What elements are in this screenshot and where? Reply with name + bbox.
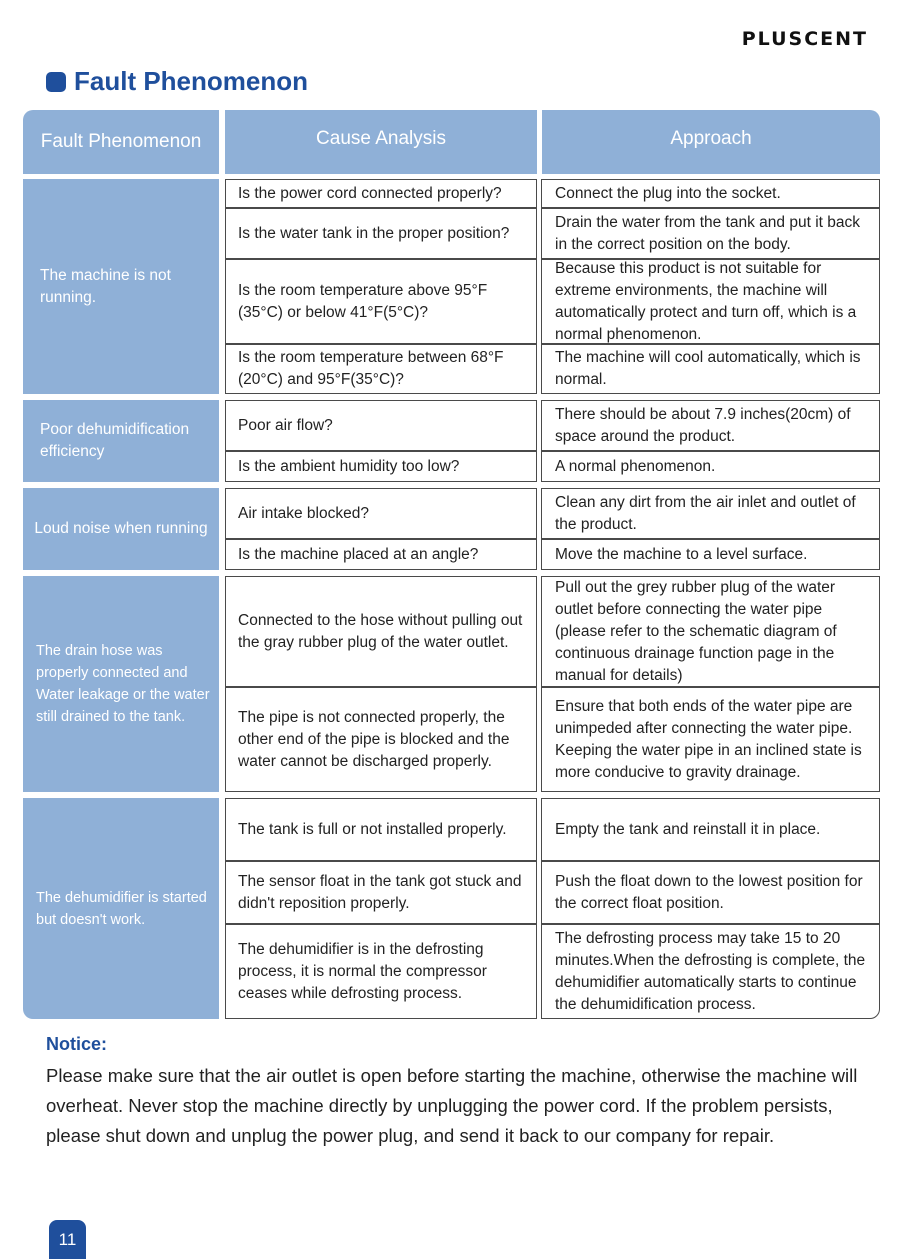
header-cause-analysis: Cause Analysis — [225, 110, 537, 174]
cause-cell: Is the ambient humidity too low? — [225, 451, 537, 482]
header-approach: Approach — [542, 110, 880, 174]
approach-cell: The defrosting process may take 15 to 20 minutes.When the defrosting is complete, the dehumidifier automatically starts to continue the dehumidification process. — [541, 924, 880, 1019]
phenomenon-loud-noise: Loud noise when running — [23, 488, 219, 570]
cause-cell: Is the room temperature above 95°F (35°C) or below 41°F(5°C)? — [225, 259, 537, 344]
approach-cell: A normal phenomenon. — [541, 451, 880, 482]
approach-cell: Because this product is not suitable for extreme environments, the machine will automatically protect and turn off, which is a normal phenomenon. — [541, 259, 880, 344]
bullet-icon — [46, 72, 66, 92]
cause-cell: The sensor float in the tank got stuck and didn't reposition properly. — [225, 861, 537, 924]
notice-title: Notice: — [46, 1034, 108, 1054]
brand-logo: PLUSCENT — [741, 28, 868, 50]
header-fault-phenomenon: Fault Phenomenon — [23, 110, 219, 174]
approach-cell: Drain the water from the tank and put it back in the correct position on the body. — [541, 208, 880, 259]
phenomenon-not-working: The dehumidifier is started but doesn't work. — [23, 798, 219, 1019]
approach-cell: Empty the tank and reinstall it in place. — [541, 798, 880, 861]
approach-cell: Pull out the grey rubber plug of the water outlet before connecting the water pipe (please refer to the schematic diagram of continuous drainage function page in the manual for details) — [541, 576, 880, 687]
phenomenon-not-running: The machine is not running. — [23, 179, 219, 394]
approach-cell: Move the machine to a level surface. — [541, 539, 880, 570]
cause-cell: Is the water tank in the proper position? — [225, 208, 537, 259]
approach-cell: Push the float down to the lowest position for the correct float position. — [541, 861, 880, 924]
phenomenon-water-leakage: The drain hose was properly connected and Water leakage or the water still drained to the tank. — [23, 576, 219, 792]
cause-cell: The pipe is not connected properly, the other end of the pipe is blocked and the water cannot be discharged properly. — [225, 687, 537, 792]
cause-cell: Is the room temperature between 68°F (20°C) and 95°F(35°C)? — [225, 344, 537, 394]
cause-cell: Poor air flow? — [225, 400, 537, 451]
cause-cell: Connected to the hose without pulling out the gray rubber plug of the water outlet. — [225, 576, 537, 687]
cause-cell: The tank is full or not installed properly. — [225, 798, 537, 861]
approach-cell: Ensure that both ends of the water pipe are unimpeded after connecting the water pipe. Keeping the water pipe in an inclined state is more conducive to gravity drainage. — [541, 687, 880, 792]
cause-cell: The dehumidifier is in the defrosting process, it is normal the compressor ceases while defrosting process. — [225, 924, 537, 1019]
cause-cell: Is the machine placed at an angle? — [225, 539, 537, 570]
approach-cell: Clean any dirt from the air inlet and outlet of the product. — [541, 488, 880, 539]
section-title: Fault Phenomenon — [74, 66, 308, 96]
cause-cell: Air intake blocked? — [225, 488, 537, 539]
page-number: 11 — [49, 1220, 86, 1259]
phenomenon-poor-efficiency: Poor dehumidification efficiency — [23, 400, 219, 482]
approach-cell: Connect the plug into the socket. — [541, 179, 880, 208]
cause-cell: Is the power cord connected properly? — [225, 179, 537, 208]
approach-cell: There should be about 7.9 inches(20cm) of space around the product. — [541, 400, 880, 451]
approach-cell: The machine will cool automatically, which is normal. — [541, 344, 880, 394]
section-heading — [46, 66, 308, 97]
notice-text: Please make sure that the air outlet is open before starting the machine, otherwise the machine will overheat. Never stop the machine directly by unplugging the power cord. If the problem persists, please shut down and unplug the power plug, and send it back to our company for repair. — [46, 1065, 858, 1146]
